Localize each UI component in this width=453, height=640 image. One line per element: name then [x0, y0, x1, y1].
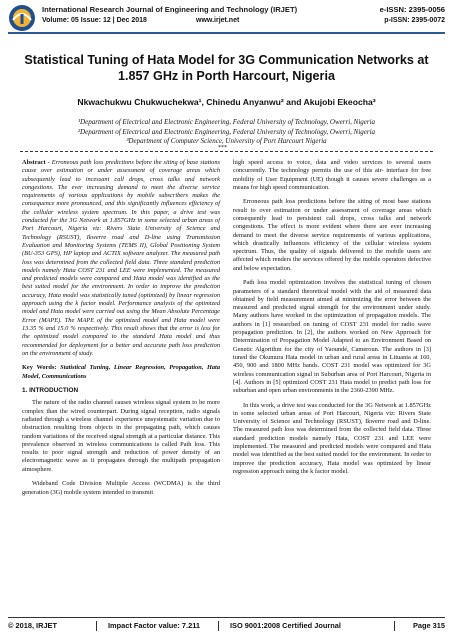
keywords-label: Key Words: [22, 364, 61, 372]
footer-impact-factor: Impact Factor value: 7.211 [108, 621, 201, 630]
paper-title: Statistical Tuning of Hata Model for 3G Communication Networks at 1.857 GHz in Porth Harcourt, Nigeria [24, 53, 429, 83]
header-divider [8, 32, 445, 34]
keywords-text: Statistical Tuning, Linear Regression, Propagation, Hata Model, Communications [22, 364, 220, 380]
abstract [22, 159, 220, 358]
e-issn: e-ISSN: 2395-0056 [379, 5, 445, 14]
footer-divider [8, 617, 445, 618]
abstract-label: Abstract - [22, 159, 52, 166]
irjet-logo-icon [8, 4, 36, 32]
abstract-text: Erroneous path loss predictions before the siting of base stations cause over estimation or under assessment of coverage areas which subsequently lead to incessant call drops, cross talks and network congestions. The ever increasing demand to meet the diverse service requirements of various applications by mobile subscribers makes the consequence more pronounced, and this significantly influences efficiency of the cellular wireless system spectrum. In this paper, a drive test was conducted for the 3G Network at 1.857GHz in some selected urban areas of Port Harcourt, Nigeria viz: Rivers State University of Science and Technology (RSUST), Ikwerre road and D-line using Transmission Evaluation and Monitoring Systems (TEMS II), Global Positioning System (BU-353 GPS), HP laptop and ACTIX software analyzer. The measured path loss was determined from the collected field data. Three standard prediction models namely Hata COST 231 and LEE were implemented. The measured and predicted models were compared and Hata model was identified as the best suited model for the environment. In order to improve the prediction accuracy, Hata model was statistically tuned (optimized) by linear regression approach using the k factor model. Performance analysis of the optimized model and Hata model were carried out using the Mean Absolute Percentage Error (MAPE). The MAPE of the optimized model and Hata model were 13.35 % and 15.0 % respectively. This result shows that the error is less for the optimized model compared to the standard Hata model and thus recommended for deployment for a better and accurate path loss prediction on the environment of study. [22, 159, 220, 357]
journal-header [0, 0, 453, 38]
footer-separator [394, 621, 395, 631]
journal-title: International Research Journal of Engineering and Technology (IRJET) [42, 5, 298, 14]
affiliation-1: ¹Department of Electrical and Electronic Engineering, Federal University of Technology, Owerri, Nigeria [77, 118, 376, 126]
separator-stars: *** [218, 145, 227, 151]
right-paragraph-2: Erroneous path loss predictions before the siting of most base stations result to over estimation or under assessment of coverage areas which consequently lead to persistent call drops, cross talks and network congestions. The effect is more evident where there are ever increasing demand to meet the diverse service requirements of various applications, which drastically influences efficiency of the cellular wireless system spectrum. Thus, the quality of signals delivered to the mobile users are affected which renders the services offered by the mobile operators defective and below expectation. [233, 198, 431, 272]
right-paragraph-3: Path loss model optimization involves the statistical tuning of chosen parameters of a standard theoretical model with the aid of measured data obtained by field measurement aimed at minimizing the error between the measured and predicted signal strength for the environment under study. Many authors have worked in the optimization of propagation models. The authors in [1] researched on tuning of COST 231 model for radio wave propagation prediction. In [2], the authors worked on New Approach for Determination of Propagation Model Adapted to an Environment Based on Genetic Algorithm for the city of Yaoundé, Cameroun. The authors in [3] tuned the Okumura Hata model in urban and rural areas in Lituania at 160, 450, 900 and 1800 MHz bands. COST 231 model was optimized for 3G wireless communication signal in Suburban area of Port Harcourt, Nigeria in [4]. Authors in [5] optimized COST 231 Hata model to predict path loss for suburban and open urban environments in the 2360-2390 MHz. [233, 279, 431, 395]
footer-page-number: Page 315 [412, 621, 445, 630]
intro-paragraph-1: The nature of the radio channel causes wireless signal system to be more complex than the wired counterpart. During signal reception, radio signals radiated through a wireless channel experience unsystematic variation due to obstruction resulting from objects in the propagating path, which causes random variations of the received signal strength at a particular distance. This prevalence observed in wireless communications is called Path loss. This results to poor signal strength and reduction of power density of an electromagnetic wave as it propagates through the multipath propagation atmosphere. [22, 399, 220, 473]
affiliation-3: ³Department of Computer Science, University of Port Harcourt Nigeria [126, 137, 327, 146]
left-column [22, 159, 220, 503]
section-heading-introduction: 1. INTRODUCTION [22, 387, 79, 395]
keywords [22, 364, 220, 381]
volume-issue: Volume: 05 Issue: 12 | Dec 2018 [42, 17, 147, 24]
section-separator [20, 145, 433, 154]
paper-authors: Nkwachukwu Chukwuchekwa¹, Chinedu Anyanwu² and Akujobi Ekeocha³ [77, 97, 376, 107]
footer-separator [218, 621, 219, 631]
right-paragraph-1: high speed access to voice, data and video services to several users concurrently. The technology permits the use of this air- interface for free mobility of User Equipment (UE) though it causes severe challenges as a means for high speed communication. [233, 159, 431, 191]
affiliation-2: ²Department of Electrical and Electronic Engineering, Federal University of Technology, Owerri, Nigeria [77, 127, 376, 136]
affiliations [20, 118, 433, 147]
footer-separator [96, 621, 97, 631]
journal-website-link[interactable]: www.irjet.net [196, 17, 240, 24]
footer-copyright: © 2018, IRJET [8, 621, 57, 630]
intro-paragraph-2: Wideband Code Division Multiple Access (WCDMA) is the third generation (3G) mobile system intended to transmit [22, 480, 220, 496]
p-issn: p-ISSN: 2395-0072 [384, 17, 445, 24]
footer-iso: ISO 9001:2008 Certified Journal [230, 621, 341, 630]
right-column [233, 159, 431, 482]
right-paragraph-4: In this work, a drive test was conducted for the 3G Network at 1.857GHz in some selected urban areas of Port Harcourt, Nigeria viz: Rivers State University of Science and Technology (RSUST), Ikwerre road and D-line. The measured path loss was determined from the collected field data. Three standard prediction models namely Hata, COST 231 and LEE were implemented. The measured and predicted models were compared and Hata model was identified as the best suited model for the environment. In order to improve the prediction accuracy, Hata model was optimized by linear regression approach using the k factor model. [233, 401, 431, 475]
